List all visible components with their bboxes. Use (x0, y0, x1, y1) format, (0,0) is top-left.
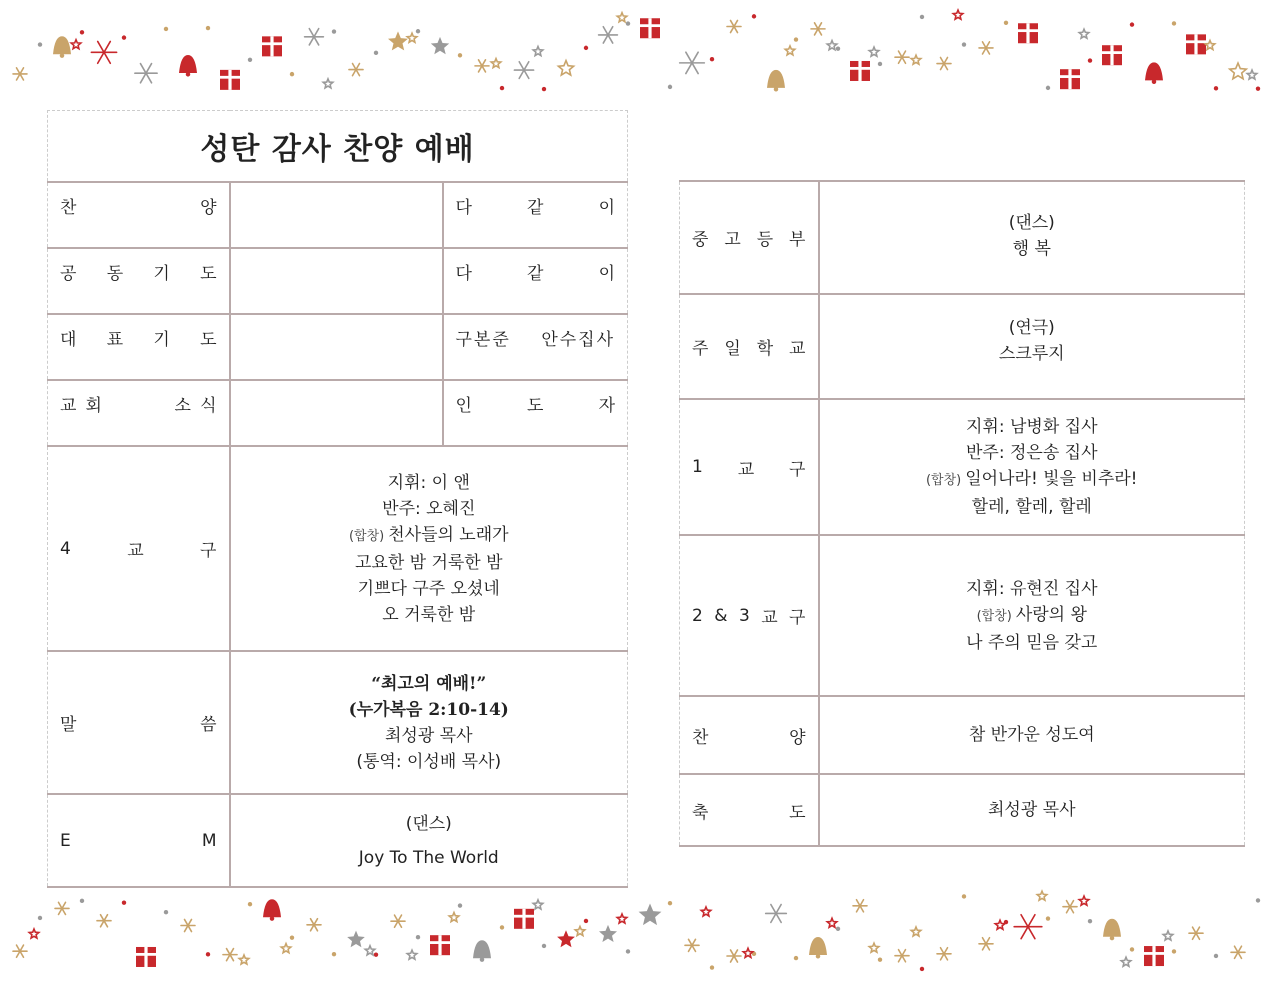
accompanist: 반주: 정은송 집사 (966, 443, 1098, 463)
gift-icon (1060, 69, 1080, 89)
song-title: 고요한 밤 거룩한 밤 (354, 552, 503, 573)
gift-icon (1186, 34, 1206, 54)
dot-ornament (248, 902, 252, 906)
row-label: 말 씀 (60, 715, 217, 735)
star-icon (29, 929, 39, 938)
dot-ornament (752, 14, 756, 18)
snowflake-icon (223, 949, 237, 961)
snowflake-icon (1014, 915, 1042, 939)
dot-ornament (38, 42, 42, 46)
dot-ornament (1256, 898, 1260, 902)
snowflake-icon (391, 915, 405, 927)
snowflake-icon (685, 939, 699, 951)
dot-ornament (122, 35, 126, 39)
dot-ornament (542, 87, 546, 91)
dot-ornament (878, 62, 882, 66)
bell-icon (1145, 62, 1163, 84)
dot-ornament (542, 944, 546, 948)
bell-icon (809, 937, 827, 959)
star-icon (407, 33, 417, 42)
snowflake-icon (349, 64, 363, 76)
conductor: 지휘: 유현진 집사 (966, 579, 1098, 599)
star-icon (995, 920, 1005, 929)
dot-ornament (878, 958, 882, 962)
snowflake-icon (13, 945, 27, 957)
snowflake-icon (181, 919, 195, 931)
scripture-reference: (누가복음 2:10-14) (348, 699, 509, 720)
song-title: 나 주의 믿음 갖고 (966, 633, 1098, 653)
christmas-ornament-border-top (0, 0, 1280, 105)
dot-ornament (164, 27, 168, 31)
snowflake-icon (895, 950, 909, 962)
star-icon (533, 47, 543, 56)
dot-ornament (920, 967, 924, 971)
dot-ornament (332, 29, 336, 33)
star-icon (785, 46, 795, 55)
star-icon (827, 918, 837, 927)
conductor: 지휘: 남병화 집사 (966, 417, 1098, 437)
row-label: 중 고 등 부 (692, 230, 806, 250)
snowflake-icon (13, 68, 27, 80)
star-icon (1230, 63, 1247, 79)
snowflake-icon (55, 902, 69, 914)
star-icon (491, 59, 501, 68)
song-title: 기쁘다 구주 오셨네 (357, 578, 500, 599)
dot-ornament (374, 952, 378, 956)
row-middle (230, 182, 443, 248)
conductor: 지휘: 이 앤 (387, 472, 470, 493)
dot-ornament (206, 952, 210, 956)
dot-ornament (584, 46, 588, 50)
snowflake-icon (979, 938, 993, 950)
star-icon (617, 914, 627, 923)
program-row-hymn (48, 182, 628, 248)
page-title: 성탄 감사 찬양 예배 (48, 111, 628, 183)
dot-ornament (206, 26, 210, 30)
dot-ornament (1046, 86, 1050, 90)
snowflake-icon (599, 27, 618, 43)
star-icon (639, 904, 662, 926)
song-title: Joy To The World (358, 847, 499, 868)
star-icon (617, 13, 627, 22)
star-icon (743, 948, 753, 957)
dot-ornament (122, 901, 126, 905)
star-icon (347, 931, 365, 948)
snowflake-icon (1231, 946, 1245, 958)
star-icon (281, 944, 291, 953)
row-label: 2 & 3 교 구 (692, 605, 806, 628)
dot-ornament (374, 51, 378, 55)
row-label: 교 회 소 식 (60, 396, 217, 416)
snowflake-icon (1189, 927, 1203, 939)
program-row-em (48, 794, 628, 887)
dot-ornament (164, 910, 168, 914)
program-row-district-4 (48, 446, 628, 651)
christmas-ornament-border-bottom (0, 880, 1280, 989)
bell-icon (767, 70, 785, 92)
program-row-district-1 (680, 399, 1245, 535)
dot-ornament (626, 949, 630, 953)
row-content (819, 399, 1245, 535)
snowflake-icon (727, 950, 741, 962)
star-icon (1247, 70, 1257, 79)
row-leader: 구본준 안수집사 (455, 330, 616, 350)
dot-ornament (38, 916, 42, 920)
performance-title: 행 복 (1012, 239, 1051, 259)
row-label: 1 교 구 (692, 457, 806, 480)
dot-ornament (80, 899, 84, 903)
star-icon (558, 61, 573, 76)
star-icon (1121, 957, 1131, 966)
star-icon (911, 55, 921, 64)
snowflake-icon (680, 52, 705, 73)
dot-ornament (710, 57, 714, 61)
dot-ornament (500, 925, 504, 929)
dot-ornament (668, 85, 672, 89)
snowflake-icon (979, 42, 993, 54)
row-label: 축 도 (692, 802, 806, 823)
gift-icon (1102, 45, 1122, 65)
row-content (819, 181, 1245, 294)
performance-type: (댄스) (1008, 213, 1055, 233)
row-label: 찬 양 (60, 198, 217, 218)
dot-ornament (1088, 919, 1092, 923)
snowflake-icon (727, 20, 741, 32)
snowflake-icon (307, 919, 321, 931)
snowflake-icon (937, 948, 951, 960)
bell-icon (1103, 919, 1121, 941)
row-middle (230, 248, 443, 314)
star-icon (239, 955, 249, 964)
program-row-district-2-3 (680, 535, 1245, 696)
dot-ornament (584, 919, 588, 923)
program-row-youth (680, 181, 1245, 294)
dot-ornament (290, 72, 294, 76)
snowflake-icon (514, 62, 533, 79)
dot-ornament (836, 46, 840, 50)
gift-icon (850, 61, 870, 81)
row-middle (230, 314, 443, 380)
program-row-announcements (48, 380, 628, 446)
program-row-sermon (48, 651, 628, 794)
star-icon (533, 900, 543, 909)
sermon-title: “최고의 예배!” (371, 673, 487, 694)
star-icon (1079, 896, 1089, 905)
row-leader: 다 같 이 (455, 264, 616, 284)
star-icon (701, 907, 711, 916)
snowflake-icon (305, 29, 324, 45)
star-icon (1079, 29, 1089, 38)
row-leader: 다 같 이 (455, 198, 616, 218)
dot-ornament (794, 956, 798, 960)
star-icon (449, 913, 459, 922)
star-icon (431, 37, 449, 54)
snowflake-icon (91, 41, 116, 63)
choir-tag: (합창) (925, 473, 962, 488)
dot-ornament (1130, 22, 1134, 26)
performance-title: 스크루지 (998, 344, 1065, 364)
dot-ornament (962, 894, 966, 898)
song-title: 일어나라! 빛을 비추라! (965, 469, 1138, 489)
dot-ornament (458, 53, 462, 57)
choir-tag: (합창) (976, 609, 1012, 624)
row-content (230, 446, 628, 651)
row-label: 주 일 학 교 (692, 339, 806, 359)
bell-icon (53, 36, 71, 58)
row-label: 공 동 기 도 (60, 264, 217, 284)
preacher: 최성광 목사 (385, 725, 473, 746)
row-content (230, 794, 628, 887)
star-icon (953, 10, 963, 19)
program-row-praise (680, 696, 1245, 774)
snowflake-icon (135, 64, 157, 83)
dot-ornament (962, 42, 966, 46)
snowflake-icon (1063, 901, 1077, 913)
row-content (819, 535, 1245, 696)
bell-icon (263, 899, 281, 921)
row-content: 참 반가운 성도여 (819, 696, 1245, 774)
row-content: 최성광 목사 (819, 774, 1245, 846)
star-icon (365, 946, 375, 955)
dot-ornament (836, 927, 840, 931)
gift-icon (262, 36, 282, 56)
star-icon (911, 927, 921, 936)
interpreter: (통역: 이성배 목사) (356, 751, 502, 772)
program-table-left (47, 110, 628, 888)
dot-ornament (794, 37, 798, 41)
snowflake-icon (475, 60, 489, 72)
program-row-benediction (680, 774, 1245, 846)
dot-ornament (1172, 21, 1176, 25)
gift-icon (1144, 946, 1164, 966)
song-title: 오 거룩한 밤 (382, 604, 476, 625)
row-middle (230, 380, 443, 446)
star-icon (388, 31, 408, 50)
dot-ornament (1256, 86, 1260, 90)
row-content (819, 294, 1245, 399)
dot-ornament (710, 965, 714, 969)
program-row-common-prayer (48, 248, 628, 314)
row-content (230, 651, 628, 794)
star-icon (869, 943, 879, 952)
star-icon (323, 79, 333, 88)
program-table-right (679, 180, 1245, 847)
song-title: 할레, 할레, 할레 (971, 497, 1092, 517)
snowflake-icon (811, 23, 825, 35)
dot-ornament (290, 935, 294, 939)
gift-icon (514, 909, 534, 929)
performance-type: (연극) (1008, 318, 1055, 338)
gift-icon (430, 935, 450, 955)
dot-ornament (332, 952, 336, 956)
star-icon (575, 927, 585, 936)
star-icon (557, 930, 575, 947)
dot-ornament (1214, 86, 1218, 90)
program-row-sunday-school (680, 294, 1245, 399)
dot-ornament (80, 30, 84, 34)
star-icon (599, 925, 617, 942)
dot-ornament (1130, 947, 1134, 951)
dot-ornament (668, 901, 672, 905)
program-row-representative-prayer (48, 314, 628, 380)
accompanist: 반주: 오혜진 (382, 498, 476, 519)
dot-ornament (626, 21, 630, 25)
snowflake-icon (766, 905, 787, 923)
dot-ornament (1088, 58, 1092, 62)
row-leader: 인 도 자 (455, 396, 616, 416)
gift-icon (220, 70, 240, 90)
star-icon (71, 40, 81, 49)
star-icon (1163, 931, 1173, 940)
gift-icon (136, 947, 156, 967)
snowflake-icon (97, 915, 111, 927)
snowflake-icon (895, 51, 909, 63)
snowflake-icon (937, 57, 951, 69)
song-title: 천사들의 노래가 (388, 524, 509, 545)
row-label: E M (60, 830, 217, 851)
bell-icon (473, 940, 491, 962)
star-icon (407, 950, 417, 959)
snowflake-icon (853, 900, 867, 912)
star-icon (1037, 891, 1047, 900)
dot-ornament (416, 29, 420, 33)
star-icon (869, 47, 879, 56)
star-icon (1205, 41, 1215, 50)
bell-icon (179, 55, 197, 77)
dot-ornament (1004, 21, 1008, 25)
dot-ornament (416, 935, 420, 939)
star-icon (827, 41, 837, 50)
dot-ornament (920, 15, 924, 19)
choir-tag: (합창) (348, 528, 385, 544)
dot-ornament (458, 903, 462, 907)
row-label: 대 표 기 도 (60, 330, 217, 350)
performance-type: (댄스) (405, 813, 452, 834)
gift-icon (1018, 23, 1038, 43)
dot-ornament (1046, 916, 1050, 920)
row-label: 4 교 구 (60, 538, 217, 561)
gift-icon (640, 18, 660, 38)
row-label: 찬 양 (692, 727, 806, 748)
dot-ornament (1214, 954, 1218, 958)
dot-ornament (248, 58, 252, 62)
dot-ornament (1172, 949, 1176, 953)
dot-ornament (500, 86, 504, 90)
song-title: 사랑의 왕 (1015, 605, 1087, 625)
